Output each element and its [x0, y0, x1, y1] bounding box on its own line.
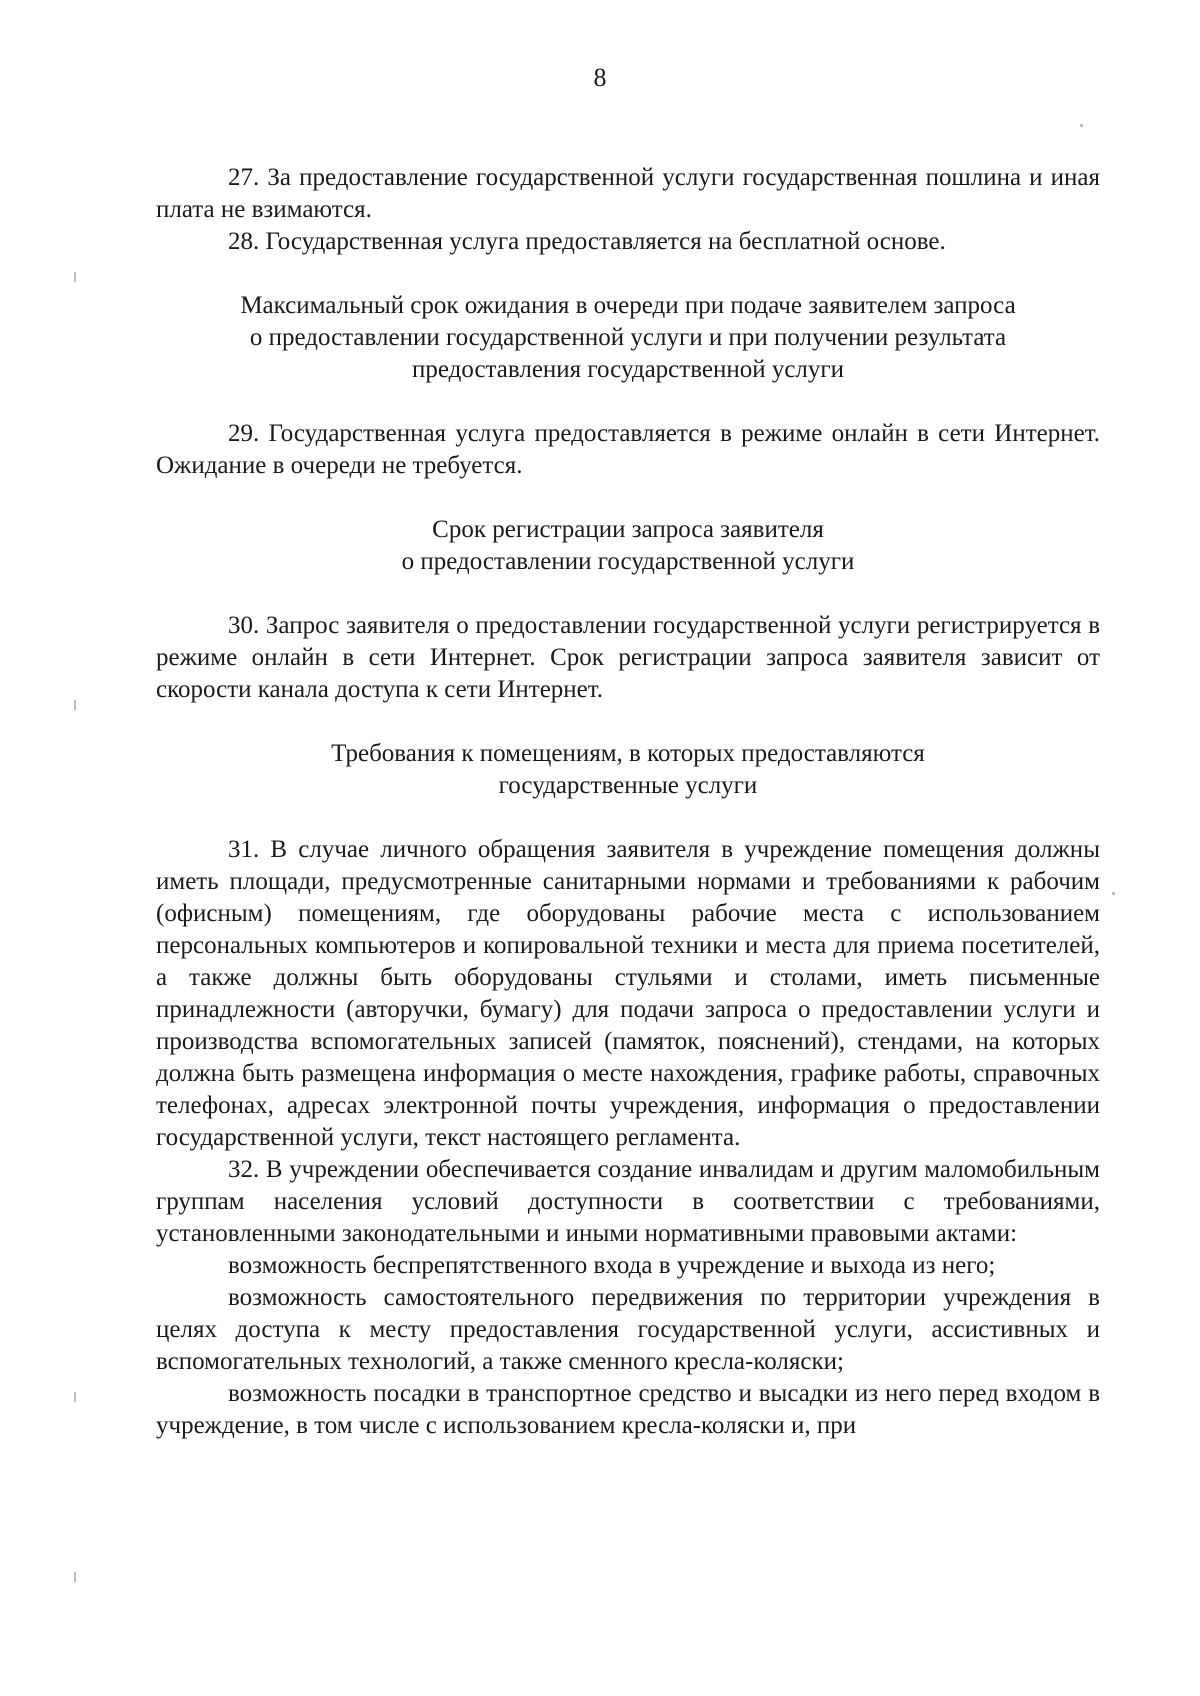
spacer: [156, 482, 1100, 514]
scan-speck: [74, 1392, 76, 1402]
paragraph-32: 32. В учреждении обеспечивается создание инвалидам и другим маломобильным группам населения условий доступности в соответствии с требованиями, установленными законодательными и иными нормативными правовыми актами:: [156, 1156, 1100, 1247]
scan-speck: [74, 272, 76, 282]
paragraph-32-item-transport: возможность посадки в транспортное средство и высадки из него перед входом в учреждение, в том числе с использованием кресла-коляски и, при: [156, 1380, 1100, 1439]
paragraph-29: 29. Государственная услуга предоставляется в режиме онлайн в сети Интернет. Ожидание в очереди не требуется.: [156, 420, 1100, 479]
heading-line: предоставления государственной услуги: [411, 356, 845, 383]
scan-speck: [1080, 124, 1083, 127]
page-number: 8: [593, 63, 607, 92]
paragraph-30: 30. Запрос заявителя о предоставлении государственной услуги регистрируется в режиме онлайн в сети Интернет. Срок регистрации запроса заявителя зависит от скорости канала доступа к сети Интернет.: [156, 612, 1100, 703]
paragraph-32-item-entrance: возможность беспрепятственного входа в учреждение и выхода из него;: [228, 1252, 996, 1279]
paragraph-27: 27. За предоставление государственной услуги государственная пошлина и иная плата не взимаются.: [156, 164, 1100, 223]
scan-speck: [74, 1572, 76, 1582]
spacer: [156, 578, 1100, 610]
spacer: [156, 386, 1100, 418]
spacer: [156, 706, 1100, 738]
heading-line: Срок регистрации запроса заявителя: [432, 516, 824, 543]
paragraph-31: 31. В случае личного обращения заявителя в учреждение помещения должны иметь площади, предусмотренные санитарными нормами и требованиями к рабочим (офисным) помещениям, где оборудованы рабочие места с использованием персональных компьютеров и копировальной техники и места для приема посетителей, а также должны быть оборудованы стульями и столами, иметь письменные принадлежности (авторучки, бумагу) для подачи запроса о предоставлении услуги и производства вспомогательных записей (памяток, пояснений), стендами, на которых должна быть размещена информация о месте нахождения, графике работы, справочных телефонах, адресах электронной почты учреждения, информация о предоставлении государственной услуги, текст настоящего регламента.: [156, 836, 1100, 1151]
section-heading-premises-requirements: [180, 738, 1076, 802]
heading-line: Максимальный срок ожидания в очереди при подаче заявителем запроса: [240, 292, 1016, 319]
spacer: [156, 802, 1100, 834]
scan-speck: [1112, 892, 1115, 895]
section-heading-registration-time: [180, 514, 1076, 578]
heading-line: Требования к помещениям, в которых предоставляются: [331, 740, 925, 767]
heading-line: государственные услуги: [498, 772, 758, 799]
scan-speck: [74, 700, 76, 710]
spacer: [156, 258, 1100, 290]
heading-line: о предоставлении государственной услуги и при получении результата: [249, 324, 1007, 351]
paragraph-28: 28. Государственная услуга предоставляется на бесплатной основе.: [228, 228, 946, 255]
section-heading-queue-time: [180, 290, 1076, 386]
document-body: [156, 162, 1100, 1442]
paragraph-32-item-movement: возможность самостоятельного передвижения по территории учреждения в целях доступа к месту предоставления государственной услуги, ассистивных и вспомогательных технологий, а также сменного кресла-коляски;: [156, 1284, 1100, 1375]
heading-line: о предоставлении государственной услуги: [401, 548, 855, 575]
